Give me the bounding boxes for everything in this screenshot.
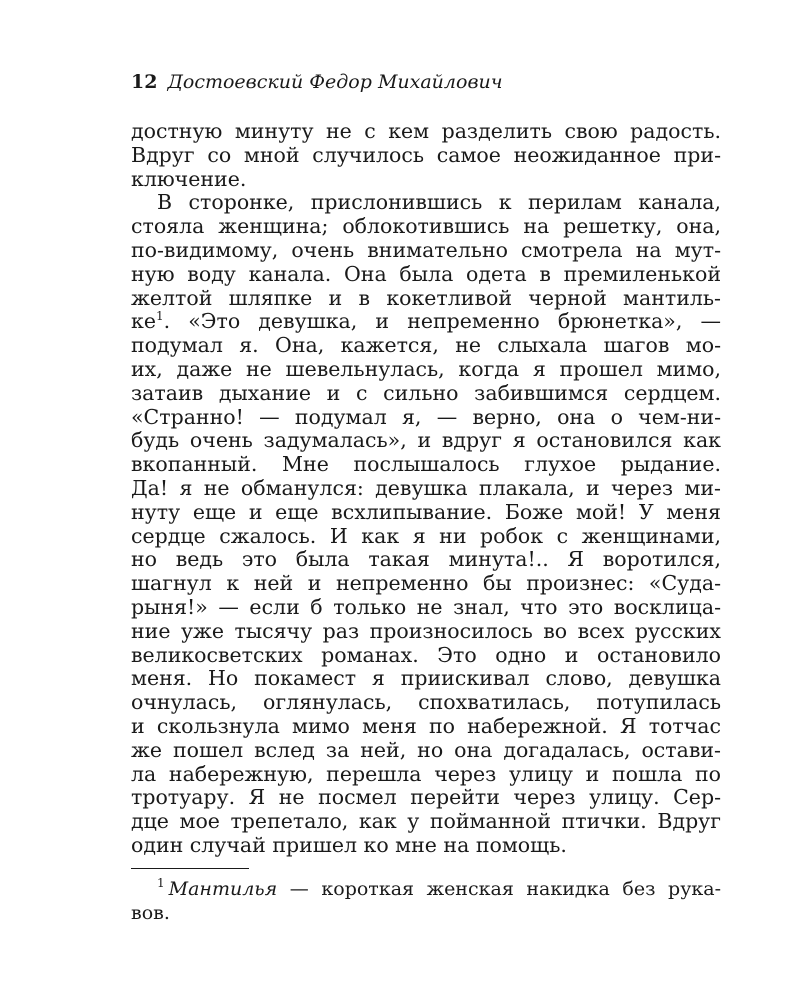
text-line: великосветских романах. Это одно и остановило: [131, 642, 721, 667]
text-line: меня. Но покамест я приискивал слово, девушка: [131, 666, 721, 691]
footnote-term: Мантилья: [168, 877, 278, 900]
text-line: В сторонке, прислонившись к перилам канала,: [157, 190, 721, 215]
text-line: достную минуту не с кем разделить свою радость.: [131, 119, 721, 143]
footnote-divider: [131, 868, 249, 869]
footnote-mark: 1: [157, 876, 165, 891]
footnote-reference: 1: [155, 309, 164, 324]
text-line: подумал я. Она, кажется, не слыхала шагов мо-: [131, 333, 721, 358]
text-line: и скользнула мимо меня по набережной. Я тотчас: [131, 713, 721, 738]
text-fragment: . «Это девушка, и непременно брюнетка», —: [163, 309, 721, 334]
running-head: [131, 70, 721, 94]
text-line: стояла женщина; облокотившись на решетку, она,: [131, 214, 721, 239]
text-line: нуту еще и еще всхлипывание. Боже мой! У меня: [131, 499, 721, 524]
text-line: ние уже тысячу раз произносилось во всех русских: [131, 618, 721, 643]
page-number: 12: [131, 71, 158, 93]
text-line: Да! я не обманулся: девушка плакала, и через ми-: [131, 475, 721, 500]
text-line: Вдруг со мной случилось самое неожиданное при-: [131, 142, 721, 167]
text-line: ную воду канала. Она была одета в премиленькой: [131, 261, 721, 286]
text-line: вкопанный. Мне послышалось глухое рыдание.: [131, 452, 721, 477]
text-line: сердце сжалось. И как я ни робок с женщинами,: [131, 523, 721, 548]
text-line: ключение.: [131, 166, 247, 191]
text-line: шагнул к ней и непременно бы произнес: «Суда-: [131, 571, 721, 596]
text-line: но ведь это была такая минута!.. Я воротился,: [131, 547, 721, 572]
text-line: тротуару. Я не посмел перейти через улицу. Сер-: [131, 785, 721, 810]
text-fragment: ке: [131, 309, 156, 334]
text-line: будь очень задумалась», и вдруг я остановился как: [131, 428, 721, 453]
text-line-with-footnote: [131, 310, 721, 334]
body-text: [131, 120, 721, 858]
footnote-text: — короткая женская накидка без рука-: [277, 877, 721, 900]
text-line: рыня!» — если б только не знал, что это восклица-: [131, 594, 721, 619]
text-line: дце мое трепетало, как у пойманной птички. Вдруг: [131, 809, 721, 834]
footnote-line: [131, 877, 721, 901]
text-line: по-видимому, очень внимательно смотрела на мут-: [131, 237, 721, 262]
text-line: один случай пришел ко мне на помощь.: [131, 832, 567, 857]
text-line: их, даже не шевельнулась, когда я прошел мимо,: [131, 356, 721, 381]
footnote-line: вов.: [131, 901, 170, 924]
footnote: [131, 877, 721, 925]
text-line: «Странно! — подумал я, — верно, она о чем-ни-: [131, 404, 721, 429]
text-line: же пошел вслед за ней, но она догадалась, остави-: [131, 737, 721, 762]
text-line: затаив дыхание и с сильно забившимся сердцем.: [131, 380, 721, 405]
text-line: ла набережную, перешла через улицу и пошла по: [131, 761, 721, 786]
running-head-title: Достоевский Федор Михайлович: [167, 71, 503, 93]
text-line: очнулась, оглянулась, спохватилась, потупилась: [131, 690, 721, 715]
book-page: [131, 70, 721, 924]
text-line: желтой шляпке и в кокетливой черной мантиль-: [131, 285, 721, 310]
